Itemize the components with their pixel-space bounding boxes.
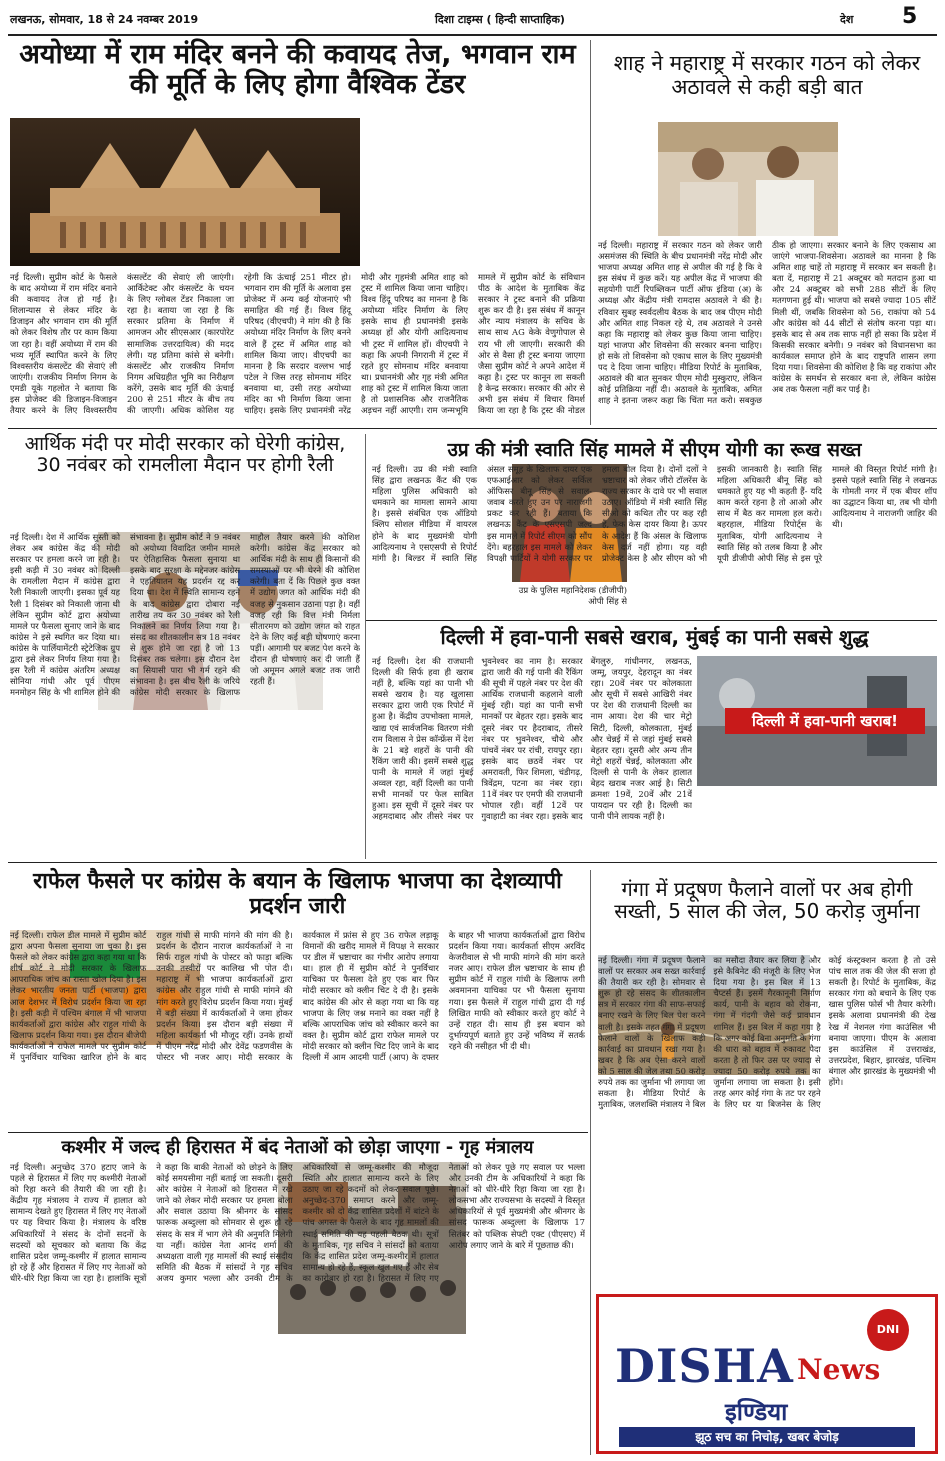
column-divider (590, 40, 591, 425)
yogi-body: नई दिल्ली। उप्र की मंत्री स्वाति सिंह द्वारा लखनऊ कैंट की एक महिला पुलिस अधिकारी को धमकाने का मामला सामने आया है। इससे संबंधित एक ऑडियो क्लिप सोशल मीडिया में वायरल होने के बाद मुख्यमंत्री योगी आदित्यनाथ ने एसएसपी से रिपोर्ट मांगी है। बिल्डर में स्वाति सिंह अंसल समूह के खिलाफ दायर एक एफआईआर को लेकर सर्किल ऑफिसर बीनू सिंह से सवाल-जवाब करते हुए उन पर नाराजगी प्रकट कर रही हैं। बताया कि लखनऊ कैंट के एसएसपी जल्द इस मामले में रिपोर्ट सीएम को सौंप देंगे। बहरहाल इस मामले को लेकर विपक्षी पार्टियों ने योगी सरकार पर हमला बोल दिया है। दोनों दलों ने भ्रष्टाचार को लेकर जीरो टॉलरेंस के राज्य सरकार के दावे पर भी सवाल उठाए। ऑडियो में मंत्री स्वाति सिंह सीओ को कथित तौर पर कह रही हैं, फेक केस दायर किया है। ऊपर के आदेश हैं कि अंसल के खिलाफ केस दर्ज नहीं होगा। यह वही प्रोजेक्ट केस है और सीएम को भी इसकी जानकारी है। स्वाति सिंह महिला अधिकारी बीनू सिंह को धमकाते हुए यह भी कहती हैं- यदि काम करते रहना है तो आओ और साथ में बैठ कर मामला हल करो। बहरहाल, मीडिया रिपोर्ट्स के मुताबिक, योगी आदित्यनाथ ने स्वाति सिंह को तलब किया है और यूपी डीजीपी ओपी सिंह से इस पूरे मामले की विस्तृत रिपोर्ट मांगी है। इससे पहले स्वाति सिंह ने लखनऊ के गोमती नगर में एक बीयर शॉप का उद्घाटन किया था, तब भी योगी आदित्यनाथ ने नाराजगी जाहिर की थी। (372, 464, 937, 563)
disha-brand-main: DISHA (615, 1339, 794, 1393)
masthead-paper: दिशा टाइम्स ( हिन्दी साप्ताहिक) (435, 13, 565, 26)
masthead-section: देश (840, 13, 854, 26)
ganga-headline: गंगा में प्रदूषण फैलाने वालों पर अब होगी सख्ती, 5 साल की जेल, 50 करोड़ जुर्माना (614, 877, 920, 924)
dni-badge-icon (867, 1309, 909, 1351)
row-rule (366, 620, 937, 621)
dni-badge-label: DNI (876, 1323, 900, 1336)
kashmir-headline: कश्मीर में जल्द ही हिरासत में बंद नेताओं को छोड़ा जाएगा - गृह मंत्रालय (61, 1137, 534, 1158)
disha-news-ad (596, 1294, 938, 1454)
masthead-date: लखनऊ, सोमवार, 18 से 24 नवम्बर 2019 (10, 13, 199, 26)
pollution-headline: दिल्ली में हवा-पानी सबसे खराब, मुंबई का पानी सबसे शुद्ध (440, 625, 869, 649)
ayodhya-headline: अयोध्या में राम मंदिर बनने की कवायद तेज, भगवान राम की मूर्ति के लिए होगा वैश्विक टेंडर (19, 39, 576, 101)
congress-rally-headline: आर्थिक मंदी पर मोदी सरकार को घेरेगी कांग्रेस, 30 नवंबर को रामलीला मैदान पर होगी रैली (24, 433, 346, 477)
masthead-rule (8, 34, 937, 36)
delhi-pollution-photo (697, 656, 937, 786)
yogi-headline: उप्र की मंत्री स्वाति सिंह मामले में सीएम योगी का रूख सख्त (447, 439, 862, 461)
disha-brand-sub: इण्डिया (725, 1398, 788, 1426)
shah-athawale-photo (658, 122, 838, 236)
delhi-pollution-image-text: दिल्ली में हवा-पानी खराब! (725, 708, 925, 734)
disha-brand-news: News (797, 1353, 881, 1386)
ayodhya-body: नई दिल्ली। सुप्रीम कोर्ट के फैसले के बाद अयोध्या में राम मंदिर बनाने की कवायद तेज हो गई है। शिलान्यास से लेकर मंदिर के डिजाइन और भगवान राम की मूर्ति को लेकर विशेष तौर पर काम किया जा रहा है। वहीं अयोध्या में राम की भव्य मूर्ति स्थापित करने के लिए विश्वस्तरीय कंसल्टेंट की सेवाएं ली जाएंगी। राजकीय निर्माण निगम के एमडी यूके गहलोत ने बताया कि इस प्रोजेक्ट की डिजाइन-विजाइन तैयार करने के लिए विश्वस्तरीय कंसल्टेंट की सेवाएं ली जाएंगी। आर्किटेक्ट और कंसल्टेंट के चयन के लिए ग्लोबल टेंडर निकाला जा रहा है। बताया जा रहा है कि सरकार प्रतिमा के निर्माण में आमजन और सीएसआर (कारपोरेट सामाजिक उत्तरदायित्व) की मदद लेगी। यह प्रतिमा कांसे से बनेगी। कंसल्टेंट और राजकीय निर्माण निगम अधिग्रहीत भूमि का निरीक्षण करेंगे, उसके बाद मूर्ति की ऊंचाई 200 से 251 मीटर के बीच तय की जाएगी। अधिक कोशिश यह रहेगी कि ऊंचाई 251 मीटर हो। भगवान राम की मूर्ति के अलावा इस प्रोजेक्ट में अन्य कई योजनाएं भी समाहित की गई हैं। विश्व हिंदू परिषद (वीएचपी) ने मांग की है कि अयोध्या मंदिर निर्माण के लिए बनने वाले हैं ट्रस्ट में अमित शाह को शामिल किया जाए। वीएचपी का मानना है कि सरदार वल्लभ भाई पटेल ने जिस तरह सोमनाथ मंदिर बनवाया था, उसी तरह अयोध्या मंदिर का भी निर्माण किया जाना चाहिए। इसके लिए प्रधानमंत्री नरेंद्र मोदी और गृहमंत्री अमित शाह को ट्रस्ट में शामिल किया जाना चाहिए। विश्व हिंदू परिषद का मानना है कि अयोध्या मंदिर निर्माण के लिए इसके साथ ही प्रधानमंत्री इसके अध्यक्ष हों और योगी आदित्यनाथ भी ट्रस्ट में शामिल हों। वीएचपी ने कहा कि अपनी निगरानी में ट्रस्ट में रहते हुए सोमनाथ मंदिर बनवाया था। प्रधानमंत्री और गृह मंत्री अमित शाह को ट्रस्ट में शामिल किया जाता है तो प्रशासनिक और राजनैतिक अड़चन नहीं आएगी। राम जन्मभूमि मामले में सुप्रीम कोर्ट के संविधान पीठ के आदेश के मुताबिक केंद्र सरकार ने ट्रस्ट बनाने की प्रक्रिया शुरू कर दी है। इस संबंध में कानून और न्याय मंत्रालय के सचिव के साथ साथ AG केके वेणुगोपाल से राय भी ली जाएगी। सरकारी की ओर से वैसा ही ट्रस्ट बनाया जाएगा जैसा सुप्रीम कोर्ट ने अपने आदेश में कहा है। ट्रस्ट पर कानून ला सकती है केन्द्र सरकार। सरकार की ओर से अभी इस संबंध में विचार विमर्श किया जा रहा है कि ट्रस्ट की नोडल (10, 272, 585, 416)
shah-body: नई दिल्ली। महाराष्ट्र में सरकार गठन को लेकर जारी असमंजस की स्थिति के बीच प्रधानमंत्री नरेंद्र मोदी और भाजपा अध्यक्ष अमित शाह से अपील की गई है कि वे इस संबंध में कुछ करें। यह अपील केंद्र में भाजपा की सहयोगी पार्टी रिपब्लिकन पार्टी ऑफ इंडिया (अ) के अध्यक्ष और केंद्रीय मंत्री रामदास अठावले ने की है। रविवार सुबह स्वर्वदलीय बैठक के बाद जब पीएम मोदी और अमित शाह निकल रहे थे, तब अठावले ने उनसे कहा कि महाराष्ट्र को लेकर कुछ किया जाना चाहिए। यहां भाजपा और शिवसेना की सरकार बनना चाहिए। हो सके तो शिवसेना को एकाध साल के लिए मुख्यमंत्री पद दे दिया जाना चाहिए। मीडिया रिपोर्ट के मुताबिक, अठावले की बात सुनकर पीएम मोदी मुस्कुराए, लेकिन कोई प्रतिक्रिया नहीं दी। अठावले के मुताबिक, अमित शाह ने इतना जरूर कहा कि चिंता मत करो। सबकुछ ठीक हो जाएगा। सरकार बनाने के लिए एकसाथ आ जाएंगे भाजपा-शिवसेना। अठावले का मानना है कि अमित शाह चाहें तो महाराष्ट्र में सरकार बन सकती है। बता दें, महाराष्ट्र में 21 अक्टूबर को मतदान हुआ था और 24 अक्टूबर को सभी 288 सीटों के लिए मतगणना हुई थी। भाजपा को सबसे ज्यादा 105 सीटें मिली थीं, जबकि शिवसेना को 56, राकांपा को 54 और कांग्रेस को 44 सीटों से संतोष करना पड़ा था। इसके बाद से अब तक साफ नहीं हो सका कि प्रदेश में किसकी सरकार बनेगी। 9 नवंबर को विधानसभा का कार्यकाल समाप्त होने के बाद राष्ट्रपति शासन लगा दिया गया। शिवसेना की कोशिश है कि वह राकांपा और कांग्रेस के समर्थन से सरकार बना ले, लेकिन कांग्रेस अब तक फैसला नहीं कर पाई है। (598, 240, 936, 406)
kashmir-body: नई दिल्ली। अनुच्छेद 370 हटाए जाने के पहले से हिरासत में लिए गए कश्मीरी नेताओं को रिहा करने की तैयारी की जा रही है। केंद्रीय गृह मंत्रालय ने राज्य में हालात को सामान्य देखते हुए हिरासत में लिए गए नेताओं पर यह विचार किया है। मंत्रालय के वरिष्ठ अधिकारियों ने संसद के दोनों सदनों के सदस्यों को सूचकार को बताया कि केंद्र शासित प्रदेश जम्मू-कश्मीर में हालात सामान्य हो रहे हैं और हिरासत में लिए गए नेताओं को धीरे-धीरे रिहा किया जा रहा है। हालांकि सूत्रों ने कहा कि बाकी नेताओं को छोड़ने के लिए कोई समयसीमा नहीं बताई जा सकती। दूसरी ओर कांग्रेस ने नेताओं को हिरासत में रखे जाने को लेकर मोदी सरकार पर हमला बोला और सवाल उठाया कि श्रीनगर के सांसद फारूक अब्दुल्ला को सोमवार से शुरू हो रहे संसद के सत्र में भाग लेने की अनुमति मिलेगी या नहीं। कांग्रेस नेता आनंद शर्मा की अध्यक्षता वाली गृह मामलों की स्थाई संसदीय समिति की बैठक में सांसदों ने गृह सचिव अजय कुमार भल्ला और उनकी टीम के अधिकारियों से जम्मू-कश्मीर की मौजूदा स्थिति और हालात सामान्य करने के लिए उठाए जा रहे कदमों को लेकर सवाल पूछे। अनुच्छेद-370 समाप्त करने और जम्मू-कश्मीर को दो केंद्र शासित प्रदेशों में बांटने के पांच अगस्त के फैसले के बाद गृह मामलों की स्थाई समिति की यह पहली बैठक थी। सूत्रों के मुताबिक, गृह सचिव ने सांसदों को बताया कि केंद्र शासित प्रदेश जम्मू-कश्मीर में हालात सामान्य हो रहे हैं, स्कूल खुल गए हैं और सेब का कारोबार हो रहा है। हिरासत में लिए गए नेताओं को लेकर पूछे गए सवाल पर भल्ला और उनकी टीम के अधिकारियों ने कहा कि नेताओं को धीरे-धीरे रिहा किया जा रहा है। लोकसभा और राज्यसभा के सदस्यों ने विस्तृत अधिकारियों से पूर्व मुख्यमंत्री और श्रीनगर के सांसद फारूक अब्दुल्ला के खिलाफ 17 सितंबर को पब्लिक सेफ्टी एक्ट (पीएसए) में आरोप लगाए जाने के बारे में पूछताछ की। (10, 1162, 585, 1283)
row-rule (8, 428, 937, 429)
row-rule (8, 862, 937, 863)
shah-headline: शाह ने महाराष्ट्र में सरकार गठन को लेकर अठावले से कही बड़ी बात (613, 51, 921, 99)
rafale-headline: राफेल फैसले पर कांग्रेस के बयान के खिलाफ भाजपा का देशव्यापी प्रदर्शन जारी (33, 869, 562, 919)
column-divider (365, 434, 366, 859)
congress-rally-body: नई दिल्ली। देश में आर्थिक सुस्ती को लेकर अब कांग्रेस केंद्र की मोदी सरकार पर हमला करने जा रही है। इसी कड़ी में 30 नवंबर को दिल्ली के रामलीला मैदान में कांग्रेस द्वारा रैली निकाली जाएगी। इसका पूर्व यह रैली 1 दिसंबर को निकाली जाना थी लेकिन सुप्रीम कोर्ट द्वारा अयोध्या मामले पर फैसला सुनाए जाने के बाद कांग्रेस ने इसे स्थगित कर दिया था। कांग्रेस के पार्लियामेंटरी स्ट्रेटेजिक ग्रुप द्वारा इसे लेकर निर्णय लिया गया है। इस रैली में कांग्रेस अंतरिम अध्यक्ष सोनिया गांधी और पूर्व पीएम मनमोहन सिंह के भी शामिल होने की संभावना है। सुप्रीम कोर्ट ने 9 नवंबर को अयोध्या विवादित जमीन मामले पर ऐतिहासिक फैसला सुनाया था इसके बाद सुरक्षा के मद्देनजर कांग्रेस ने एहतियातन यह प्रदर्शन रद्द कर दिया था। देश में स्थिति सामान्य रहने के बाद कांग्रेस द्वारा दोबारा नई तारीख तय कर 30 नवंबर को रैली निकालने का निर्णय लिया गया है। संसद का शीतकालीन सत्र 18 नवंबर से शुरू होने जा रहा है जो 13 दिसंबर तक चलेगा। इस दौरान देश का सियासी पारा भी गर्म रहने की संभावना है। इस बीच रैली के जरिये कांग्रेस मोदी सरकार के खिलाफ माहौल तैयार करने की कोशिश करेगी। कांग्रेस केंद्र सरकार को आर्थिक मंदी के साथ ही किसानों की समस्याओं पर भी घेरने की कोशिश करेगी। बता दें कि पिछले कुछ वक्त में उद्योग जगत को आर्थिक मंदी की वजह से नुकसान उठाना पड़ा है। वहीं वजह रही कि वित्त मंत्री निर्मला सीतारमण को उद्योग जगत को राहत देने के लिए कई बड़ी घोषणाएं करना पड़ीं। आगामी पर बजट पेश करने के दौरान ही घोषणाएं कर दी जाती हैं जो अमूमन अगले बजट तक जारी रहती हैं। (10, 532, 360, 698)
pollution-body-tail (697, 790, 937, 856)
disha-tagline: झूठ सच का निचोड़, खबर बेजोड़ (619, 1427, 915, 1447)
rafale-body: नई दिल्ली। राफेल डील मामले में सुप्रीम कोर्ट द्वारा अपना फैसला सुनाया जा चुका है। इस फैसले को लेकर कांग्रेस द्वारा कहा गया था कि शीर्ष कोर्ट ने मोदी सरकार के खिलाफ आपराधिक जांच का रास्ता खोल दिया है। इस लेकर भारतीय जनता पार्टी (भाजपा) द्वारा आज देशभर में विरोध प्रदर्शन किया जा रहा है। इसी कड़ी में पश्चिम बंगाल में भी भाजपा कार्यकर्ताओं द्वारा कांग्रेस और राहुल गांधी के खिलाफ प्रदर्शन किया गया। इस दौरान बीजेपी कार्यकर्ताओं ने राफेल मामले पर सुप्रीम कोर्ट में पुनर्विचार याचिका खारिज होने के बाद राहुल गांधी से माफी मांगने की मांग की है। प्रदर्शन के दौरान नाराज कार्यकर्ताओं ने ना सिर्फ राहुल गांधी के पोस्टर को फाड़ा बल्कि उनकी तस्वीरों पर कालिख भी पोत दी। महाराष्ट्र में भी भाजपा कार्यकर्ताओं द्वारा कांग्रेस और राहुल गांधी से माफी मांगने की मांग करते हुए विरोध प्रदर्शन किया गया। मुंबई में बड़ी संख्या में कार्यकर्ताओं ने जमा होकर प्रदर्शन किया। इस दौरान बड़ी संख्या में महिला कार्यकर्ता भी मौजूद रहीं। उनके हाथों में पीएम नरेंद्र मोदी और देवेंद्र फडणवीस के पोस्टर भी नजर आए। मोदी सरकार के कार्यकाल में फ्रांस से हुए 36 राफेल लड़ाकू विमानों की खरीद मामले में विपक्ष ने सरकार पर डील में भ्रष्टाचार का गंभीर आरोप लगाया था। हाल ही में सुप्रीम कोर्ट ने पुनर्विचार याचिका पर फैसला देते हुए एक बार फिर मोदी सरकार को क्लीन चिट दे दी है। इसके बाद कांग्रेस की ओर से कहा गया था कि यह भाजपा के लिए जश्न मनाने का वक्त नहीं है बल्कि आपराधिक जांच को स्वीकार करने का वक्त है। सुप्रीम कोर्ट द्वारा राफेल मामले पर मोदी सरकार को क्लीन चिट दिए जाने के बाद दिल्ली में आम आदमी पार्टी (आप) के दफ्तर के बाहर भी भाजपा कार्यकर्ताओं द्वारा विरोध प्रदर्शन किया गया। कार्यकर्ता सीएम अरविंद केजरीवाल से भी माफी मांगने की मांग करते नजर आए। राफेल डील भ्रष्टाचार के साथ ही सुप्रीम कोर्ट में राहुल गांधी के खिलाफ लगी अवमानना याचिका पर भी फैसला सुनाया गया। इस फैसले में राहुल गांधी द्वारा दी गई लिखित माफी को स्वीकार करते हुए कोर्ट ने उन्हें राहत दी। साथ ही इस बयान को दुर्भाग्यपूर्ण बताते हुए उन्हें भविष्य में सतर्क रहने की नसीहत भी दी थी। (10, 930, 585, 1063)
page-number: 5 (902, 4, 918, 29)
row-rule (8, 1132, 588, 1133)
yogi-photo-caption: उप्र के पुलिस महानिदेशक (डीजीपी) ओपी सिंह से (518, 585, 627, 607)
ram-temple-model-photo (10, 118, 360, 266)
masthead (0, 0, 945, 36)
ganga-body: नई दिल्ली। गंगा में प्रदूषण फैलाने वालों पर सरकार अब सख्त कार्रवाई की तैयारी कर रही है। सोमवार से शुरू हो रहे संसद के शीतकालीन सत्र में सरकार गंगा की साफ-सफाई बनाए रखने के लिए बिल पेश करने वाली है। इसके तहत गंगा में प्रदूषण फैलाने वालों के खिलाफ कड़ी कार्रवाई का प्रावधान रखा गया है। खबर है कि अब ऐसा करने वालों को 5 साल की जेल तथा 50 करोड़ रुपये तक का जुर्माना भी लगाया जा सकता है। मीडिया रिपोर्ट के मुताबिक, जलशक्ति मंत्रालय ने बिल का मसौदा तैयार कर लिया है और इसे कैबिनेट की मंजूरी के लिए भेज दिया गया है। इस बिल में 13 चैप्टर्स हैं। इसमें गैरकानूनी निर्माण कार्य, पानी के बहाव को रोकना, गंगा में गंदगी जैसे कई प्रावधान शामिल हैं। इस बिल में कहा गया है कि अगर कोई बिना अनुमति के गंगा की धारा को बहाव में रुकावट पैदा करता है तो फिर उस पर ज्यादा से ज्यादा 50 करोड़ रुपये तक का जुर्माना लगाया जा सकता है। इसी तरह अगर कोई गंगा के तट पर रहने के लिए घर या बिजनेस के लिए कोई कंस्ट्रक्शन करता है तो उसे पांच साल तक की जेल की सजा हो सकती है। रिपोर्ट के मुताबिक, केंद्र सरकार गंगा को बचाने के लिए एक खास पुलिस फोर्स भी तैयार करेगी। इसके अलावा प्रधानमंत्री की देख रेख में नेशनल गंगा काउंसिल भी बनाया जाएगा। पीएम के अलावा इस काउंसिल में उत्तराखंड, उत्तरप्रदेश, बिहार, झारखंड, पश्चिम बंगाल और झारखंड के मुख्यमंत्री भी होंगे। (598, 955, 936, 1110)
column-divider (590, 870, 591, 1455)
pollution-body: नई दिल्ली। देश की राजधानी दिल्ली की सिर्फ हवा ही खराब नहीं है, बल्कि यहां का पानी भी सबसे खराब है। यह खुलासा सरकार द्वारा जारी एक रिपोर्ट में हुआ है। केंद्रीय उपभोक्ता मामले, खाद्य एवं सार्वजनिक वितरण मंत्री राम विलास ने प्रेस कॉन्फ्रेंस में देश के 21 बड़े शहरों के पानी की रैंकिंग जारी की। इसमें सबसे शुद्ध पानी के मामले में जहां मुंबई अव्वल रहा, वहीं दिल्ली का पानी सभी मानकों पर फेल साबित हुआ। इस सूची में दूसरे नंबर पर अहमदाबाद और तीसरे नंबर पर भुवनेश्वर का नाम है। सरकार द्वारा जारी की गई पानी की रैंकिंग की सूची में पहले नंबर पर देश की आर्थिक राजधानी कहलाने वाली मुंबई रही। यहां का पानी सभी मानकों पर बेहतर रहा। इसके बाद दूसरे नंबर पर हैदराबाद, तीसरे नंबर पर भुवनेश्वर, चौथे और पांचवें नंबर पर रांची, रायपुर रहा। इसके बाद छठवें नंबर पर अमरावती, फिर शिमला, चंडीगढ़, त्रिवेंद्रम, पटना का नंबर रहा। 11वें नंबर पर एमपी की राजधानी भोपाल रही। वहीं 12वें पर गुवाहाटी का नंबर रहा। इसके बाद बेंगलुरु, गांधीनगर, लखनऊ, जम्मू, जयपुर, देहरादून का नंबर रहा। 20वें नंबर पर कोलकाता और सूची में सबसे आखिरी नंबर पर देश की राजधानी दिल्ली का नाम आया। देश की चार मेट्रो सिटी, दिल्ली, कोलकाता, मुंबई और चेन्नई में से जहां मुंबई सबसे बेहतर रहा। दूसरी ओर अन्य तीन मेट्रो शहरों चेन्नई, कोलकाता और दिल्ली से पानी के लेकर हालात बेहद खराब नजर आई है। सिटी क्रमशः 19वें, 20वें और 21वें पायदान पर रही है। दिल्ली का पानी पीने लायक नहीं है। (372, 656, 692, 822)
